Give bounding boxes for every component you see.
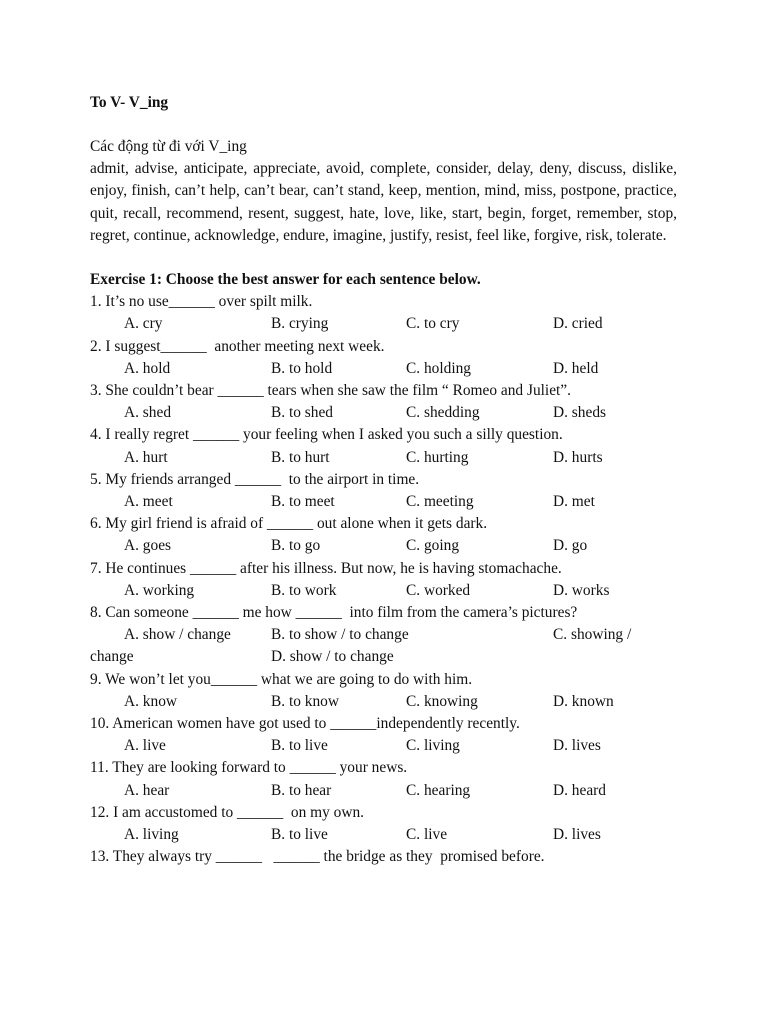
question-6-options [90, 535, 677, 557]
option-c: C. shedding [406, 404, 480, 422]
question-4: 4. I really regret ______ your feeling when I asked you such a silly question. [90, 426, 563, 444]
option-d: D. sheds [553, 404, 607, 422]
question-12-options [90, 824, 677, 846]
option-d: D. held [553, 359, 599, 377]
option-d: D. lives [553, 825, 601, 843]
option-b: B. to show / to change [271, 626, 409, 644]
option-c: C. worked [406, 581, 471, 599]
option-d: D. go [553, 537, 588, 555]
option-d: D. heard [553, 781, 606, 799]
option-a: A. working [124, 581, 195, 599]
question-7-options [90, 580, 677, 602]
blank-line [90, 247, 677, 269]
option-b: B. to hurt [271, 448, 330, 466]
option-d: D. cried [553, 315, 603, 333]
question-2: 2. I suggest______ another meeting next week. [90, 337, 385, 355]
option-c: C. hurting [406, 448, 469, 466]
option-d: D. works [553, 581, 610, 599]
option-a: A. hold [124, 359, 171, 377]
option-a: A. goes [124, 537, 172, 555]
question-11: 11. They are looking forward to ______ your news. [90, 759, 408, 777]
option-c: C. live [406, 825, 448, 843]
option-d: D. hurts [553, 448, 603, 466]
option-a: A. cry [124, 315, 163, 333]
option-d: D. lives [553, 737, 601, 755]
option-b: B. to shed [271, 404, 333, 422]
option-b: B. crying [271, 315, 329, 333]
option-a: A. live [124, 737, 166, 755]
option-c: C. knowing [406, 692, 478, 710]
option-d: D. known [553, 692, 614, 710]
question-7: 7. He continues ______ after his illness. But now, he is having stomachache. [90, 559, 562, 577]
blank-line [90, 114, 677, 136]
option-a: A. hurt [124, 448, 168, 466]
question-8-options [90, 624, 677, 646]
option-c: C. living [406, 737, 460, 755]
document-page [90, 92, 677, 868]
question-1: 1. It’s no use______ over spilt milk. [90, 293, 313, 311]
option-a: A. meet [124, 492, 173, 510]
question-11-options [90, 780, 677, 802]
question-1-options [90, 313, 677, 335]
section-heading: Các động từ đi với V_ing [90, 138, 247, 155]
option-b: B. to know [271, 692, 339, 710]
verb-list: admit, advise, anticipate, appreciate, avoid, complete, consider, delay, deny, discuss, dislike, enjoy, finish, can’t help, can’t bear, can’t stand, keep, mention, mind, miss, postpone, practice, quit, recall, recommend, resent, suggest, hate, love, like, start, begin, forget, remember, stop, regret, continue, acknowledge, endure, imagine, justify, resist, feel like, forgive, risk, tolerate. [90, 160, 677, 244]
question-3: 3. She couldn’t bear ______ tears when she saw the film “ Romeo and Juliet”. [90, 382, 571, 399]
option-b: B. to live [271, 737, 328, 755]
question-13: 13. They always try ______ ______ the bridge as they promised before. [90, 848, 545, 866]
option-c-continued: change [90, 648, 134, 666]
option-b: B. to meet [271, 492, 335, 510]
option-a: A. hear [124, 781, 170, 799]
option-c: C. showing / [553, 626, 632, 644]
question-2-options [90, 358, 677, 380]
option-c: C. hearing [406, 781, 471, 799]
option-d: D. show / to change [271, 648, 394, 666]
option-a: A. show / change [124, 626, 231, 644]
question-9-options [90, 691, 677, 713]
option-a: A. living [124, 825, 179, 843]
question-4-options [90, 447, 677, 469]
question-8-options-continued [90, 646, 677, 668]
option-c: C. meeting [406, 492, 474, 510]
document-title: To V- V_ing [90, 94, 169, 111]
option-c: C. to cry [406, 315, 460, 333]
option-d: D. met [553, 492, 595, 510]
question-10: 10. American women have got used to ______independently recently. [90, 714, 520, 732]
exercise-title: Exercise 1: Choose the best answer for each sentence below. [90, 271, 481, 289]
option-b: B. to hold [271, 359, 333, 377]
question-5-options [90, 491, 677, 513]
question-9: 9. We won’t let you______ what we are going to do with him. [90, 670, 473, 688]
question-10-options [90, 735, 677, 757]
question-12: 12. I am accustomed to ______ on my own. [90, 803, 364, 821]
option-c: C. holding [406, 359, 471, 377]
option-a: A. know [124, 692, 178, 710]
option-a: A. shed [124, 404, 172, 422]
option-b: B. to hear [271, 781, 332, 799]
option-b: B. to go [271, 537, 321, 555]
option-b: B. to live [271, 825, 328, 843]
question-8: 8. Can someone ______ me how ______ into film from the camera’s pictures? [90, 603, 578, 621]
option-b: B. to work [271, 581, 337, 599]
question-6: 6. My girl friend is afraid of ______ out alone when it gets dark. [90, 515, 488, 533]
option-c: C. going [406, 537, 460, 555]
question-3-options [90, 402, 677, 424]
question-5: 5. My friends arranged ______ to the airport in time. [90, 470, 420, 488]
